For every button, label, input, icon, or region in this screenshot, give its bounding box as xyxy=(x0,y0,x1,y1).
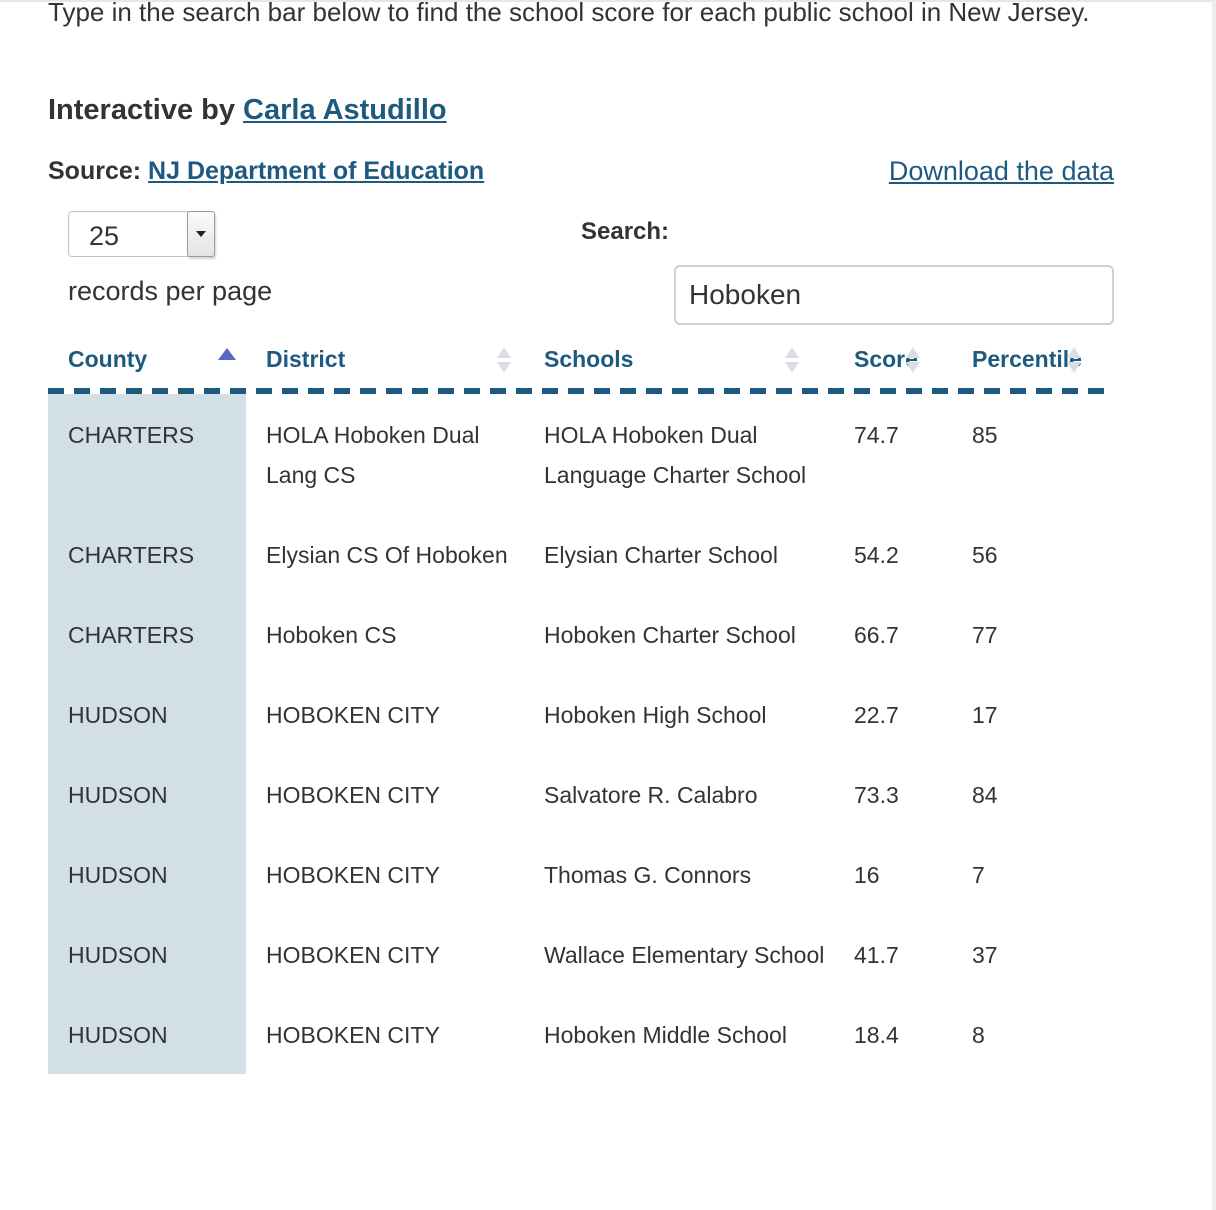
sort-icon xyxy=(906,347,920,377)
table-row xyxy=(48,834,1114,914)
school-cell: HOLA Hoboken Dual Language Charter School xyxy=(544,422,807,488)
table-row xyxy=(48,754,1114,834)
county-cell: HUDSON xyxy=(48,754,246,834)
column-header-score[interactable] xyxy=(834,330,952,388)
table-row xyxy=(48,394,1114,514)
percentile-cell: 37 xyxy=(972,942,998,968)
credit-line xyxy=(48,94,447,127)
district-cell: HOBOKEN CITY xyxy=(266,942,440,968)
author-link[interactable]: Carla Astudillo xyxy=(243,94,447,126)
district-cell: HOBOKEN CITY xyxy=(266,782,440,808)
records-per-page-label: records per page xyxy=(68,276,273,306)
school-cell: Elysian Charter School xyxy=(544,542,778,568)
scrollbar-track[interactable] xyxy=(1212,0,1216,1210)
search-label: Search: xyxy=(581,218,670,245)
score-cell: 41.7 xyxy=(854,942,899,968)
district-cell: HOBOKEN CITY xyxy=(266,702,440,728)
column-header-schools[interactable] xyxy=(524,330,834,388)
records-per-page-select[interactable] xyxy=(68,211,214,257)
county-cell: CHARTERS xyxy=(48,514,246,594)
sort-icon xyxy=(785,347,799,377)
school-cell: Thomas G. Connors xyxy=(544,862,752,888)
search-input[interactable] xyxy=(674,265,1114,325)
score-cell: 74.7 xyxy=(854,422,899,448)
score-cell: 22.7 xyxy=(854,702,899,728)
district-cell: Hoboken CS xyxy=(266,622,397,648)
schools-table-wrapper xyxy=(48,330,1114,1074)
sort-icon xyxy=(497,347,511,377)
school-cell: Salvatore R. Calabro xyxy=(544,782,758,808)
schools-table xyxy=(48,330,1114,1074)
county-cell: HUDSON xyxy=(48,834,246,914)
sort-ascending-icon xyxy=(218,348,236,360)
table-row xyxy=(48,674,1114,754)
column-header-percentile[interactable] xyxy=(952,330,1114,388)
score-cell: 66.7 xyxy=(854,622,899,648)
county-cell: CHARTERS xyxy=(48,394,246,514)
column-header-label: District xyxy=(266,345,346,372)
chevron-down-icon[interactable] xyxy=(187,211,215,257)
district-cell: HOBOKEN CITY xyxy=(266,862,440,888)
county-cell: CHARTERS xyxy=(48,594,246,674)
percentile-cell: 84 xyxy=(972,782,998,808)
county-cell: HUDSON xyxy=(48,914,246,994)
percentile-cell: 85 xyxy=(972,422,998,448)
source-link[interactable]: NJ Department of Education xyxy=(148,157,485,185)
column-header-label: Percentile xyxy=(972,345,1082,372)
school-cell: Hoboken Charter School xyxy=(544,622,796,648)
table-header-row xyxy=(48,330,1114,388)
percentile-cell: 56 xyxy=(972,542,998,568)
school-cell: Wallace Elementary School xyxy=(544,942,825,968)
district-cell: HOLA Hoboken Dual Lang CS xyxy=(266,422,480,488)
score-cell: 73.3 xyxy=(854,782,899,808)
school-cell: Hoboken High School xyxy=(544,702,767,728)
credit-prefix: Interactive by xyxy=(48,94,235,126)
table-row xyxy=(48,514,1114,594)
percentile-cell: 8 xyxy=(972,1022,985,1048)
percentile-cell: 77 xyxy=(972,622,998,648)
table-row xyxy=(48,594,1114,674)
district-cell: Elysian CS Of Hoboken xyxy=(266,542,508,568)
school-cell: Hoboken Middle School xyxy=(544,1022,787,1048)
column-header-label: Schools xyxy=(544,345,634,372)
table-row xyxy=(48,914,1114,994)
table-row xyxy=(48,994,1114,1074)
district-cell: HOBOKEN CITY xyxy=(266,1022,440,1048)
download-data-link[interactable]: Download the data xyxy=(888,156,1114,186)
column-header-label: County xyxy=(68,345,148,372)
percentile-cell: 17 xyxy=(972,702,998,728)
source-prefix: Source: xyxy=(48,157,142,185)
score-cell: 54.2 xyxy=(854,542,899,568)
column-header-county[interactable] xyxy=(48,330,246,388)
intro-text: Type in the search bar below to find the school score for each public school in New Jersey. xyxy=(48,0,1090,27)
sort-icon xyxy=(1067,347,1081,377)
score-cell: 18.4 xyxy=(854,1022,899,1048)
records-per-page-value: 25 xyxy=(89,221,120,251)
percentile-cell: 7 xyxy=(972,862,985,888)
score-cell: 16 xyxy=(854,862,880,888)
column-header-district[interactable] xyxy=(246,330,524,388)
county-cell: HUDSON xyxy=(48,994,246,1074)
source-line xyxy=(48,157,484,186)
county-cell: HUDSON xyxy=(48,674,246,754)
column-header-label: Score xyxy=(854,345,918,372)
